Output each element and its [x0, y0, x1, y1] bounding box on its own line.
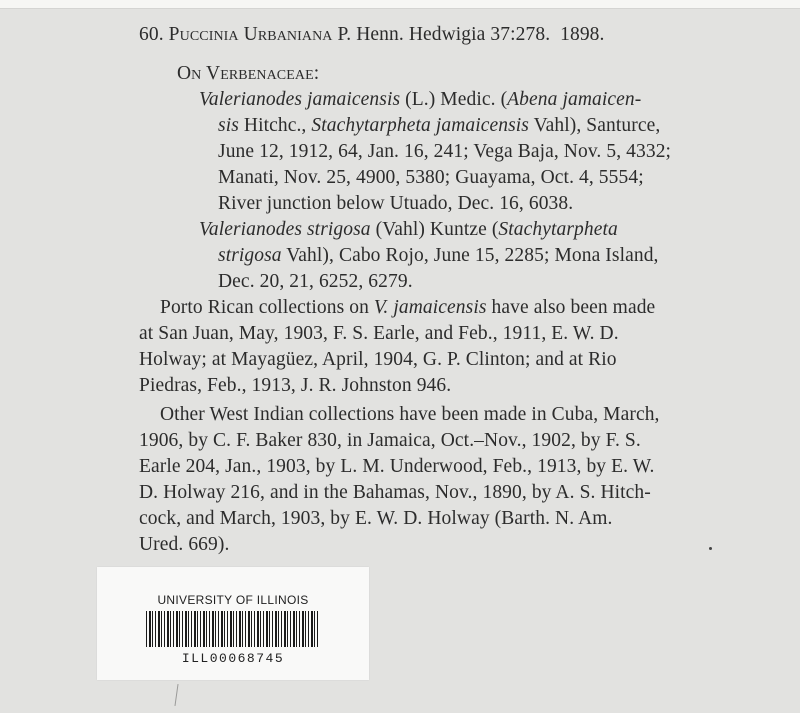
- para1-line2: at San Juan, May, 1903, F. S. Earle, and Feb., 1911, E. W. D.: [139, 323, 619, 344]
- host2-author: (Vahl) Kuntze (: [370, 219, 499, 240]
- citation: 37:278.: [490, 24, 551, 45]
- host2-rest: Vahl), Cabo Rojo, June 15, 2285; Mona Island,: [281, 245, 659, 266]
- label-institution: UNIVERSITY OF ILLINOIS: [157, 593, 309, 607]
- para2-line5: cock, and March, 1903, by E. W. D. Holway (Barth. N. Am.: [139, 508, 613, 529]
- host2-line1: [199, 217, 618, 243]
- page-top-rule: [0, 8, 800, 9]
- host1-name: Valerianodes jamaicensis: [199, 89, 401, 110]
- host1-line5: River junction below Utuado, Dec. 16, 6038.: [218, 193, 574, 214]
- para1-line1: [160, 295, 655, 321]
- para2-line6: Ured. 669).: [139, 534, 230, 555]
- host2-line3: Dec. 20, 21, 6252, 6279.: [218, 271, 413, 292]
- para1-line3: Holway; at Mayagüez, April, 1904, G. P. Clinton; and at Rio: [139, 349, 617, 370]
- genus-name: Puccinia: [168, 24, 239, 45]
- host1-line1: [199, 87, 641, 113]
- para1-line4: Piedras, Feb., 1913, J. R. Johnston 946.: [139, 375, 452, 396]
- para2-line4: D. Holway 216, and in the Bahamas, Nov., 1890, by A. S. Hitch-: [139, 482, 651, 503]
- host1-synonym2: Stachytarpheta jamaicensis: [311, 115, 529, 136]
- host1-author: (L.) Medic. (: [405, 89, 508, 110]
- page-top-edge: [0, 0, 800, 8]
- library-barcode-label: [97, 567, 369, 680]
- host1-line2: [218, 113, 660, 139]
- host2-synonym-cont: strigosa: [218, 245, 282, 266]
- para1-host: V. jamaicensis: [373, 297, 487, 318]
- pencil-mark: [174, 684, 178, 706]
- para2-line3: Earle 204, Jan., 1903, by L. M. Underwood, Feb., 1913, by E. W.: [139, 456, 655, 477]
- host1-synonym1: Abena jamaicen-: [507, 89, 642, 110]
- year: 1898.: [560, 24, 605, 45]
- host2-name: Valerianodes strigosa: [199, 219, 371, 240]
- ink-speck: [709, 547, 712, 550]
- host-family: On Verbenaceae:: [177, 63, 320, 84]
- entry-number: 60.: [139, 24, 164, 45]
- species-heading: [139, 22, 605, 48]
- para1-text-c: have also been made: [486, 297, 656, 318]
- host2-line2: [218, 243, 659, 269]
- para2-line1: Other West Indian collections have been made in Cuba, March,: [160, 404, 660, 425]
- host1-line4: Manati, Nov. 25, 4900, 5380; Guayama, Oct. 4, 5554;: [218, 167, 644, 188]
- host1-synonym1-cont: sis: [218, 115, 239, 136]
- authority: P. Henn. Hedwigia: [337, 24, 486, 45]
- para2-line2: 1906, by C. F. Baker 830, in Jamaica, Oct.–Nov., 1902, by F. S.: [139, 430, 641, 451]
- host1-line3: June 12, 1912, 64, Jan. 16, 241; Vega Baja, Nov. 5, 4332;: [218, 141, 672, 162]
- host2-synonym: Stachytarpheta: [498, 219, 618, 240]
- para1-text-a: Porto Rican collections on: [160, 297, 374, 318]
- host1-rest1: Hitchc.,: [238, 115, 312, 136]
- barcode-icon: [146, 611, 320, 647]
- label-barcode-id: ILL00068745: [181, 651, 285, 666]
- host1-rest2: Vahl), Santurce,: [529, 115, 661, 136]
- species-name: Urbaniana: [243, 24, 333, 45]
